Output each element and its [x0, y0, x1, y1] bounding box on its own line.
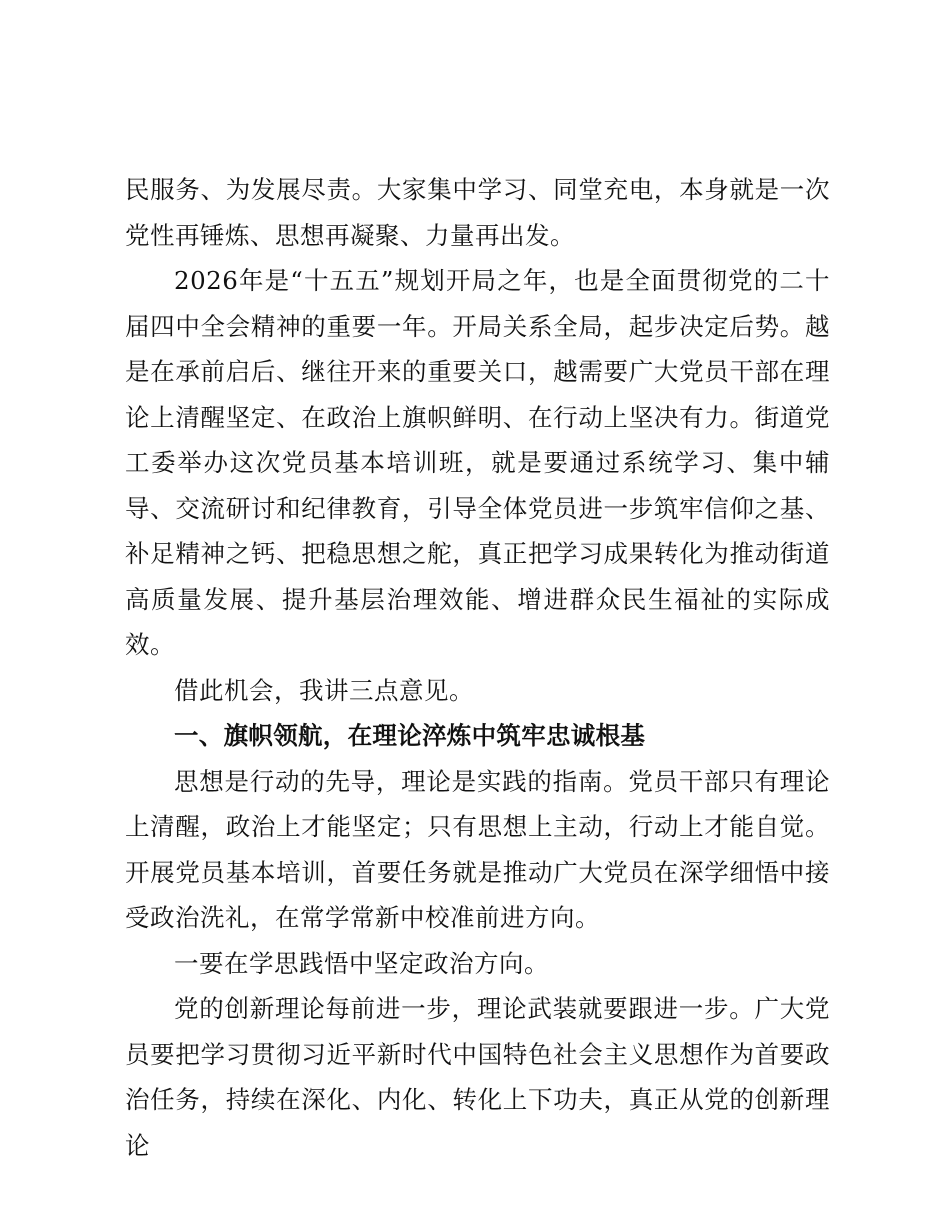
subheading-point-1: 一要在学思践悟中坚定政治方向。 — [174, 948, 549, 978]
paragraph-context: 2026年是“十五五”规划开局之年，也是全面贯彻党的二十届四中全会精神的重要一年。开局关系全局，起步决定后势。越是在承前启后、继往开来的重要关口，越需要广大党员干部在理论上清醒坚定、在政治上旗帜鲜明、在行动上坚决有力。街道党工委举办这次党员基本培训班，就是要通过系统学习、集中辅导、交流研讨和纪律教育，引导全体党员进一步筑牢信仰之基、补足精神之钙、把稳思想之舵，真正把学习成果转化为推动街道高质量发展、提升基层治理效能、增进群众民生福祉的实际成效。 — [125, 266, 830, 659]
paragraph-continuation: 民服务、为发展尽责。大家集中学习、同堂充电，本身就是一次党性再锤炼、思想再凝聚、力量再出发。 — [125, 175, 830, 250]
document-body — [125, 167, 830, 1168]
paragraph-transition: 借此机会，我讲三点意见。 — [174, 675, 474, 705]
section-heading-1: 一、旗帜领航，在理论淬炼中筑牢忠诚根基 — [174, 721, 646, 750]
paragraph-point-1-body: 党的创新理论每前进一步，理论武装就要跟进一步。广大党员要把学习贯彻习近平新时代中国特色社会主义思想作为首要政治任务，持续在深化、内化、转化上下功夫，真正从党的创新理论 — [125, 994, 830, 1160]
paragraph-section-intro: 思想是行动的先导，理论是实践的指南。党员干部只有理论上清醒，政治上才能坚定；只有思想上主动，行动上才能自觉。开展党员基本培训，首要任务就是推动广大党员在深学细悟中接受政治洗礼，在常学常新中校准前进方向。 — [125, 766, 830, 932]
